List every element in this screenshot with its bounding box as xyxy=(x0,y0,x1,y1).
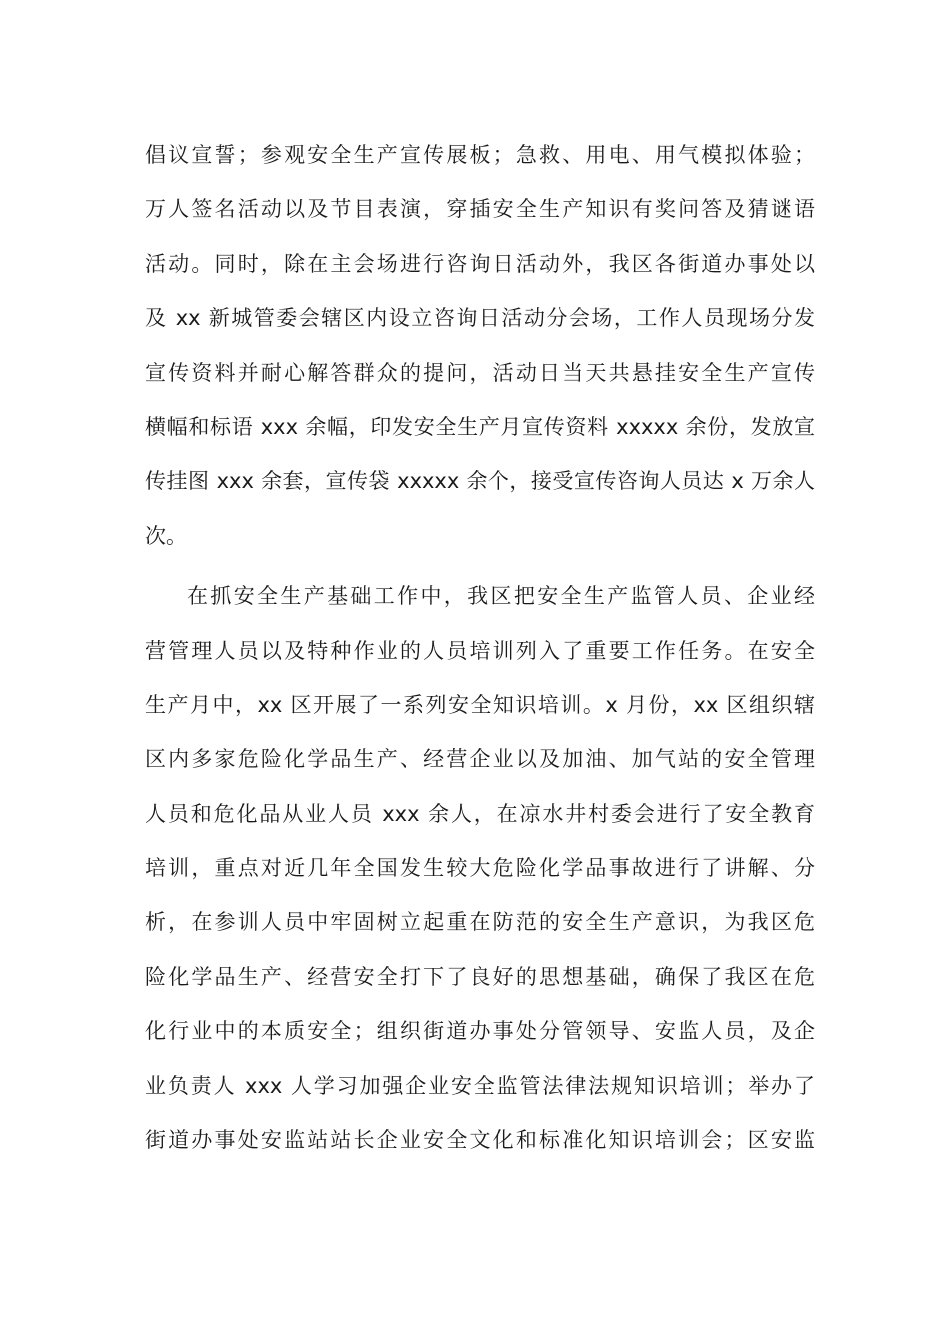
text-line: 培训，重点对近几年全国发生较大危险化学品事故进行了讲解、分 xyxy=(145,856,815,881)
text-line: 万人签名活动以及节目表演，穿插安全生产知识有奖问答及猜谜语 xyxy=(145,197,815,222)
text-line: 险化学品生产、经营安全打下了良好的思想基础，确保了我区在危 xyxy=(145,964,815,989)
text-line: 活动。同时，除在主会场进行咨询日活动外，我区各街道办事处以 xyxy=(145,251,815,276)
body-text xyxy=(145,128,815,1167)
text-line: 生产月中，xx 区开展了一系列安全知识培训。x 月份，xx 区组织辖 xyxy=(145,692,815,717)
text-line: 业负责人 xxx 人学习加强企业安全监管法律法规知识培训；举办了 xyxy=(145,1073,815,1098)
text-line: 人员和危化品从业人员 xxx 余人，在凉水井村委会进行了安全教育 xyxy=(145,801,815,826)
text-line: 析，在参训人员中牢固树立起重在防范的安全生产意识，为我区危 xyxy=(145,910,815,935)
text-line: 横幅和标语 xxx 余幅，印发安全生产月宣传资料 xxxxx 余份，发放宣 xyxy=(145,414,815,439)
text-line: 次。 xyxy=(145,523,187,548)
text-line: 宣传资料并耐心解答群众的提问，活动日当天共悬挂安全生产宣传 xyxy=(145,360,815,385)
text-line: 倡议宣誓；参观安全生产宣传展板；急救、用电、用气模拟体验； xyxy=(145,143,815,167)
text-line: 化行业中的本质安全；组织街道办事处分管领导、安监人员，及企 xyxy=(145,1019,815,1044)
text-line: 及 xx 新城管委会辖区内设立咨询日活动分会场，工作人员现场分发 xyxy=(145,306,815,331)
text-line: 传挂图 xxx 余套，宣传袋 xxxxx 余个，接受宣传咨询人员达 x 万余人 xyxy=(145,469,815,494)
text-line: 营管理人员以及特种作业的人员培训列入了重要工作任务。在安全 xyxy=(145,638,815,663)
paragraph-first-line: 在抓安全生产基础工作中，我区把安全生产监管人员、企业经 xyxy=(187,584,815,609)
text-line: 街道办事处安监站站长企业安全文化和标准化知识培训会；区安监 xyxy=(145,1128,815,1153)
text-line: 区内多家危险化学品生产、经营企业以及加油、加气站的安全管理 xyxy=(145,747,815,772)
